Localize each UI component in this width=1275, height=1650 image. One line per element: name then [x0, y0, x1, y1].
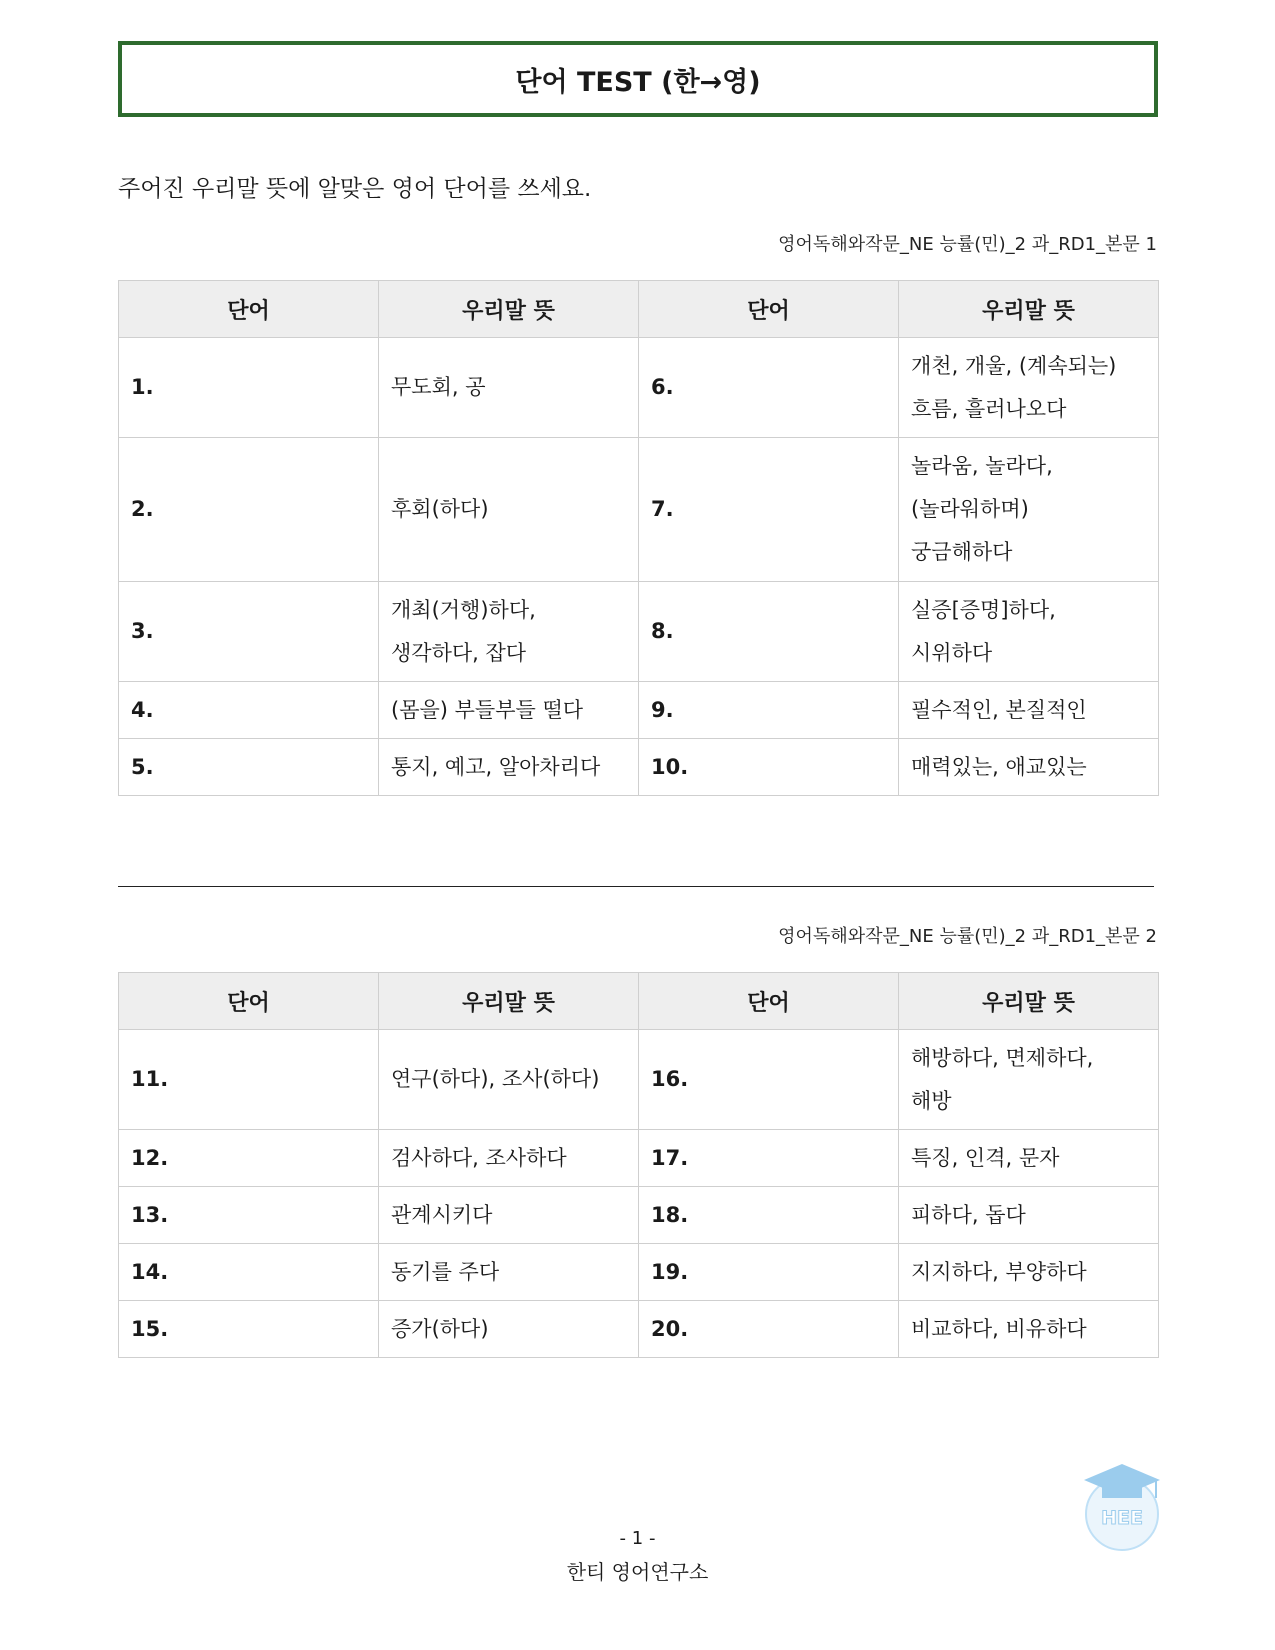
- word-number: 17.: [639, 1130, 899, 1187]
- word-number: 4.: [119, 682, 379, 739]
- word-meaning: [379, 582, 639, 682]
- meaning-line: 무도회, 공: [391, 375, 486, 399]
- word-meaning: [379, 682, 639, 739]
- meaning-line: 궁금해하다: [911, 540, 1013, 564]
- word-number: 7.: [639, 438, 899, 582]
- word-number: 9.: [639, 682, 899, 739]
- vocab-table-1: [118, 280, 1159, 796]
- meaning-line: 시위하다: [911, 640, 993, 665]
- meaning-line: 특징, 인격, 문자: [911, 1145, 1060, 1170]
- word-number: 16.: [639, 1030, 899, 1130]
- meaning-line: 연구(하다), 조사(하다): [391, 1067, 600, 1091]
- table-row: [119, 1187, 1159, 1244]
- meaning-line: 생각하다, 잡다: [391, 640, 527, 665]
- word-meaning: [379, 1301, 639, 1358]
- word-meaning: [379, 1130, 639, 1187]
- meaning-line: 실증[증명]하다,: [911, 597, 1056, 622]
- word-number: 6.: [639, 338, 899, 438]
- word-number: 2.: [119, 438, 379, 582]
- word-number: 11.: [119, 1030, 379, 1130]
- table-row: [119, 739, 1159, 796]
- word-meaning: [379, 1244, 639, 1301]
- word-meaning: [379, 438, 639, 582]
- hee-logo: [1080, 1458, 1164, 1554]
- meaning-line: 매력있는, 애교있는: [911, 754, 1087, 779]
- word-meaning: [899, 582, 1159, 682]
- table-row: [119, 1030, 1159, 1130]
- word-meaning: [379, 739, 639, 796]
- word-number: 10.: [639, 739, 899, 796]
- header-word: 단어: [639, 281, 899, 338]
- table-header-row: [119, 281, 1159, 338]
- header-meaning: 우리말 뜻: [899, 281, 1159, 338]
- meaning-line: 관계시키다: [391, 1202, 493, 1227]
- meaning-line: 해방하다, 면제하다,: [911, 1045, 1094, 1070]
- table-row: [119, 682, 1159, 739]
- word-number: 12.: [119, 1130, 379, 1187]
- section-divider: [118, 886, 1154, 887]
- word-number: 8.: [639, 582, 899, 682]
- vocab-table-2: [118, 972, 1159, 1358]
- word-meaning: [379, 1187, 639, 1244]
- word-meaning: [899, 1130, 1159, 1187]
- table-row: [119, 1244, 1159, 1301]
- word-meaning: [899, 338, 1159, 438]
- meaning-line: 피하다, 돕다: [911, 1202, 1026, 1227]
- source-label-2: 영어독해와작문_NE 능률(민)_2 과_RD1_본문 2: [778, 926, 1157, 947]
- graduation-cap-icon: [1080, 1458, 1164, 1554]
- meaning-line: 흐름, 흘러나오다: [911, 396, 1067, 421]
- logo-text: HEE: [1101, 1507, 1143, 1529]
- meaning-line: 개최(거행)하다,: [391, 597, 536, 622]
- word-number: 20.: [639, 1301, 899, 1358]
- page-title: 단어 TEST (한→영): [515, 66, 761, 98]
- meaning-line: 개천, 개울, (계속되는): [911, 353, 1117, 378]
- meaning-line: 후회(하다): [391, 497, 489, 521]
- table-row: [119, 1130, 1159, 1187]
- word-number: 3.: [119, 582, 379, 682]
- word-number: 15.: [119, 1301, 379, 1358]
- header-word: 단어: [119, 281, 379, 338]
- word-meaning: [899, 1187, 1159, 1244]
- meaning-line: 해방: [911, 1088, 952, 1113]
- word-number: 1.: [119, 338, 379, 438]
- meaning-line: 증가(하다): [391, 1316, 489, 1341]
- page-number: - 1 -: [619, 1528, 656, 1549]
- header-meaning: 우리말 뜻: [899, 973, 1159, 1030]
- meaning-line: 필수적인, 본질적인: [911, 697, 1087, 722]
- table-row: [119, 438, 1159, 582]
- header-meaning: 우리말 뜻: [379, 281, 639, 338]
- meaning-line: 비교하다, 비유하다: [911, 1316, 1087, 1341]
- table-row: [119, 582, 1159, 682]
- source-label-1: 영어독해와작문_NE 능률(민)_2 과_RD1_본문 1: [778, 234, 1157, 255]
- meaning-line: 동기를 주다: [391, 1259, 500, 1284]
- table-row: [119, 338, 1159, 438]
- word-meaning: [899, 1030, 1159, 1130]
- meaning-line: (놀라워하며): [911, 497, 1029, 521]
- word-number: 13.: [119, 1187, 379, 1244]
- table-header-row: [119, 973, 1159, 1030]
- word-number: 19.: [639, 1244, 899, 1301]
- word-number: 5.: [119, 739, 379, 796]
- word-meaning: [899, 438, 1159, 582]
- header-word: 단어: [119, 973, 379, 1030]
- header-meaning: 우리말 뜻: [379, 973, 639, 1030]
- word-number: 18.: [639, 1187, 899, 1244]
- word-meaning: [899, 682, 1159, 739]
- word-number: 14.: [119, 1244, 379, 1301]
- title-box: [118, 41, 1158, 117]
- meaning-line: 놀라움, 놀라다,: [911, 454, 1053, 478]
- meaning-line: 통지, 예고, 알아차리다: [391, 754, 601, 779]
- table-row: [119, 1301, 1159, 1358]
- word-meaning: [899, 1301, 1159, 1358]
- header-word: 단어: [639, 973, 899, 1030]
- meaning-line: 지지하다, 부양하다: [911, 1259, 1087, 1284]
- meaning-line: 검사하다, 조사하다: [391, 1145, 567, 1170]
- word-meaning: [379, 1030, 639, 1130]
- instruction-text: 주어진 우리말 뜻에 알맞은 영어 단어를 쓰세요.: [118, 176, 592, 202]
- word-meaning: [379, 338, 639, 438]
- word-meaning: [899, 739, 1159, 796]
- meaning-line: (몸을) 부들부들 떨다: [391, 697, 584, 722]
- footer-organization: 한티 영어연구소: [566, 1560, 709, 1584]
- word-meaning: [899, 1244, 1159, 1301]
